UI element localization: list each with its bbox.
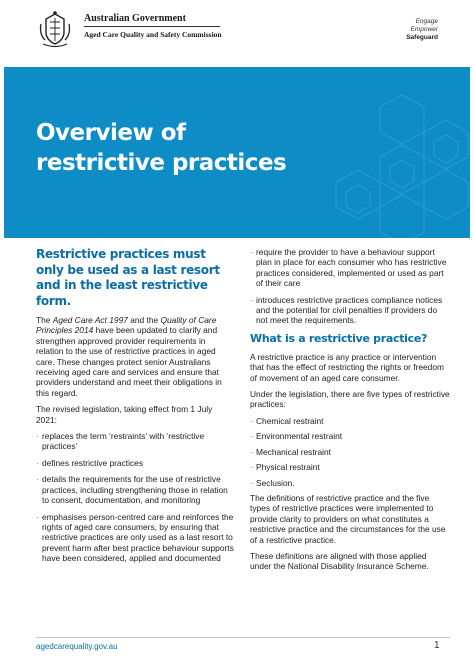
left-bullet-list xyxy=(36,431,234,563)
bullet-marker: · xyxy=(36,474,39,485)
intro-rest: have been updated to clarify and strengthen approved provider requirements in relation to the use of restrictive practices in aged care. These changes protect senior Australians receiving aged care and services and ensure that providers understand and meet their obligations in this regard. xyxy=(36,325,222,398)
intro-conjunction: and the xyxy=(127,315,161,325)
header-divider xyxy=(84,26,220,27)
list-item-text: Chemical restraint xyxy=(256,415,324,426)
list-item xyxy=(250,478,450,488)
definition-paragraph: A restrictive practice is any practice or intervention that has the effect of restricting the rights or freedom of movement of an aged care consumer. xyxy=(250,351,444,383)
bullet-marker: · xyxy=(250,446,253,457)
list-item xyxy=(250,416,450,426)
five-types-intro: Under the legislation, there are five types of restrictive practices: xyxy=(250,389,450,410)
list-item-text: require the provider to have a behaviour support plan in place for each consumer who has restrictive practices considered, implemented or used as part of their care xyxy=(256,247,447,289)
act-name: Aged Care Act 1997 xyxy=(52,315,128,325)
coat-of-arms-icon xyxy=(38,10,72,50)
list-item xyxy=(250,462,450,472)
list-item xyxy=(250,447,450,457)
list-item-text: replaces the term ‘restraints’ with ‘restrictive practices’ xyxy=(42,431,205,452)
left-column xyxy=(36,247,234,570)
bullet-marker: · xyxy=(250,477,253,488)
lead-statement: Restrictive practices must only be used as a last resort and in the least restrictive form. xyxy=(36,247,220,308)
bullet-marker: · xyxy=(250,431,253,442)
list-item-text: details the requirements for the use of restrictive practices, including strengthening those in relation to consent, documentation, and monitoring xyxy=(42,474,228,506)
list-item-text: Environmental restraint xyxy=(256,431,343,442)
list-item xyxy=(250,247,450,289)
bullet-marker: · xyxy=(36,431,39,442)
footer-divider xyxy=(36,637,450,638)
government-name: Australian Government xyxy=(84,13,186,24)
page-number: 1 xyxy=(434,640,440,651)
bullet-marker: · xyxy=(36,457,39,468)
revised-legislation-intro: The revised legislation, taking effect from 1 July 2021: xyxy=(36,404,213,425)
bullet-marker: · xyxy=(250,247,253,257)
list-item xyxy=(36,431,234,452)
title-line-1: Overview of xyxy=(36,120,186,146)
list-item xyxy=(36,512,234,564)
page-title xyxy=(36,118,336,178)
header xyxy=(4,0,470,64)
tagline xyxy=(406,18,438,42)
list-item xyxy=(36,458,234,468)
list-item-text: defines restrictive practices xyxy=(42,457,144,468)
bullet-marker: · xyxy=(250,294,253,305)
list-item-text: Physical restraint xyxy=(256,462,320,473)
right-column xyxy=(250,247,450,578)
bullet-marker: · xyxy=(250,415,253,426)
restraint-types-list xyxy=(250,416,450,488)
tagline-empower: Empower xyxy=(410,26,438,33)
list-item xyxy=(250,431,450,441)
commission-name: Aged Care Quality and Safety Commission xyxy=(84,30,222,39)
tagline-engage: Engage xyxy=(415,18,438,25)
tagline-safeguard: Safeguard xyxy=(406,34,438,41)
website-link[interactable]: agedcarequality.gov.au xyxy=(36,642,118,651)
right-bullet-list xyxy=(250,247,450,326)
list-item xyxy=(36,474,234,505)
list-item-text: introduces restrictive practices compliance notices and the potential for civil penalties if providers do not meet the requirements. xyxy=(256,294,443,326)
section-heading: What is a restrictive practice? xyxy=(250,331,428,345)
list-item-text: Mechanical restraint xyxy=(256,446,331,457)
bullet-marker: · xyxy=(250,462,253,473)
list-item-text: emphasises person-centred care and reinforces the rights of aged care consumers, by ensuring that restrictive practices are only used as a last resort to prevent harm after best practice behaviour supports have been considered, applied and documented xyxy=(42,511,234,564)
bullet-marker: · xyxy=(36,511,39,522)
principles-name: Quality of Care Principles 2014 xyxy=(36,315,217,336)
list-item-text: Seclusion. xyxy=(256,477,295,488)
definitions-paragraph: The definitions of restrictive practice and the five types of restrictive practices were implemented to provide clarity to providers on what constitutes a restrictive practice and the circumstances for the use of a restrictive practice. xyxy=(250,492,446,545)
intro-paragraph: The Aged Care Act 1997 and the Quality of Care Principles 2014 have been updated to clarify and strengthen approved provider requirements in relation to the use of restrictive practices in aged care. These changes protect senior Australians receiving aged care and services and ensure that providers understand and meet their obligations in this regard. xyxy=(36,315,222,398)
title-line-2: restrictive practices xyxy=(36,150,287,176)
ndis-alignment-paragraph: These definitions are aligned with those applied under the National Disability Insurance Scheme. xyxy=(250,550,429,572)
list-item xyxy=(250,295,450,326)
document-page xyxy=(4,0,470,664)
